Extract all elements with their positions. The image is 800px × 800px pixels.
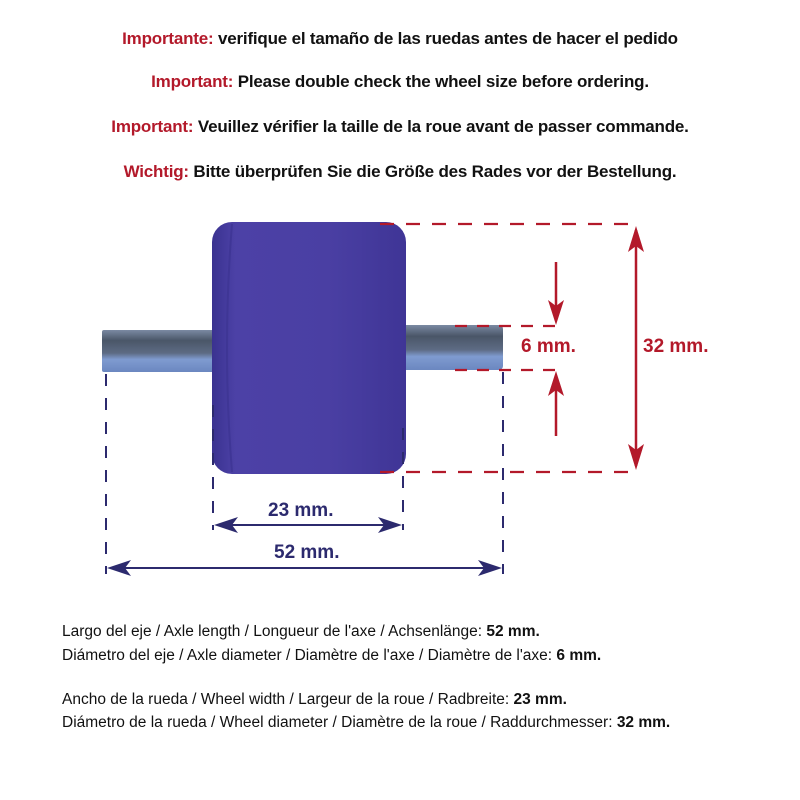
spec-wheel-diameter [62,714,670,732]
notice-label: Importante: [122,29,214,48]
left-axle [102,330,218,372]
spec-value: 23 mm. [513,691,567,708]
spec-text: Largo del eje / Axle length / Longueur de l'axe / Achsenlänge: [62,623,487,640]
notice-text: Please double check the wheel size before ordering. [233,72,649,91]
notice-label: Important: [111,117,194,136]
spec-axle-diameter [62,647,601,665]
axle-diameter-label: 6 mm. [521,336,576,357]
spec-text: Diámetro del eje / Axle diameter / Diamètre de l'axe / Diamètre de l'axe: [62,647,557,664]
notice-label: Important: [151,72,234,91]
spec-value: 6 mm. [556,647,602,664]
wheel-width-label: 23 mm. [268,500,334,521]
notice-text: Bitte überprüfen Sie die Größe des Rades vor der Bestellung. [188,162,677,181]
axle-length-label: 52 mm. [274,542,340,563]
wheel [212,222,406,474]
notice-text: Veuillez vérifier la taille de la roue avant de passer commande. [193,117,689,136]
notice-text: verifique el tamaño de las ruedas antes de hacer el pedido [213,29,678,48]
wheel-diameter-label: 32 mm. [643,336,709,357]
spec-text: Ancho de la rueda / Wheel width / Largeur de la roue / Radbreite: [62,691,514,708]
spec-wheel-width [62,691,567,709]
spec-value: 32 mm. [616,714,671,731]
right-axle [400,325,503,370]
spec-axle-length [62,623,540,641]
wheel-diameter-arrow [628,226,644,470]
spec-text: Diámetro de la rueda / Wheel diameter / Diamètre de la roue / Raddurchmesser: [62,714,617,731]
spec-value: 52 mm. [486,623,540,640]
notice-label: Wichtig: [123,162,189,181]
